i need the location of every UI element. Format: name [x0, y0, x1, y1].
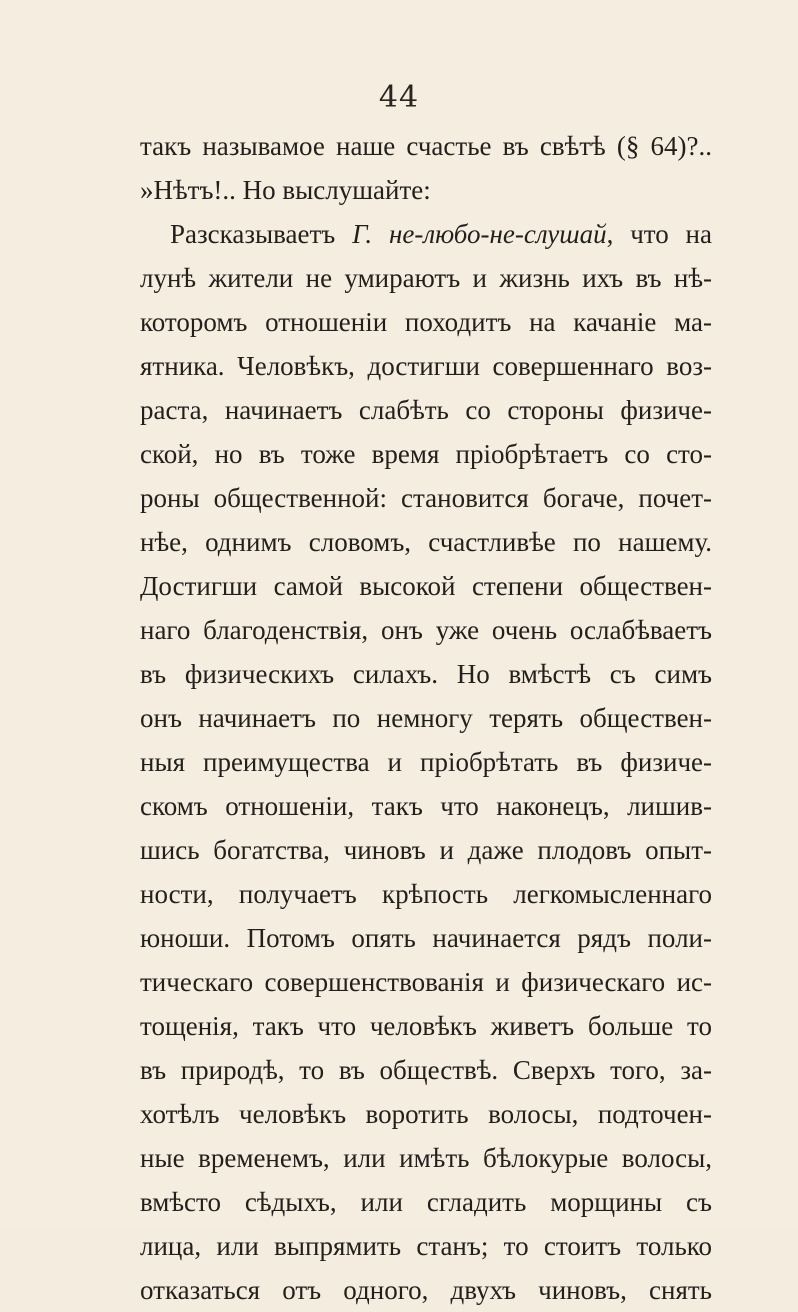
text-line: ные временемъ, или имѣть бѣлокурые волосы, — [140, 1143, 712, 1173]
text-segment: Разсказываетъ — [170, 219, 353, 249]
text-line: роны общественной: становится богаче, почет- — [140, 483, 712, 513]
text-line: въ физическихъ силахъ. Но вмѣстѣ съ симъ — [140, 659, 712, 689]
author-name-italic: Г. не-любо-не-слушай — [352, 219, 607, 249]
text-line: лунѣ жители не умираютъ и жизнь ихъ въ нѣ- — [140, 263, 712, 293]
text-line: наго благоденствія, онъ уже очень ослабѣваетъ — [140, 615, 712, 645]
text-line: ныя преимущества и пріобрѣтать въ физиче- — [140, 747, 712, 777]
text-line: тощенія, такъ что человѣкъ живетъ больше то — [140, 1011, 712, 1041]
text-line: нѣе, однимъ словомъ, счастливѣе по нашему. — [140, 527, 712, 557]
text-line: юноши. Потомъ опять начинается рядъ поли- — [140, 923, 712, 953]
text-line: въ природѣ, то въ обществѣ. Сверхъ того, за- — [140, 1055, 712, 1085]
text-line: вмѣсто сѣдыхъ, или сгладить морщины съ — [140, 1187, 712, 1217]
text-line: хотѣлъ человѣкъ воротить волосы, подточен- — [140, 1099, 712, 1129]
text-line — [140, 212, 712, 256]
text-line: отказаться отъ одного, двухъ чиновъ, снять — [140, 1275, 712, 1305]
text-line: тическаго совершенствованія и физическаго ис- — [140, 967, 712, 997]
page-number: 44 — [378, 80, 420, 115]
text-line: шись богатства, чиновъ и даже плодовъ опыт- — [140, 835, 712, 865]
text-line: такъ называмое наше счастье въ свѣтѣ (§ 64)?.. — [140, 131, 712, 161]
text-line: Достигши самой высокой степени обществен- — [140, 571, 712, 601]
text-line: раста, начинаетъ слабѣть со стороны физиче- — [140, 395, 712, 425]
text-line: ской, но въ тоже время пріобрѣтаетъ со сто- — [140, 439, 712, 469]
text-line: ности, получаетъ крѣпость легкомысленнаго — [140, 879, 712, 909]
text-line: онъ начинаетъ по немногу терять обществен- — [140, 703, 712, 733]
text-line: ятника. Человѣкъ, достигши совершеннаго воз- — [140, 351, 712, 381]
text-line: лица, или выпрямить станъ; то стоитъ только — [140, 1231, 712, 1261]
text-line: которомъ отношеніи походитъ на качаніе ма- — [140, 307, 712, 337]
text-line: скомъ отношеніи, такъ что наконецъ, лишив- — [140, 791, 712, 821]
body-text — [140, 124, 712, 1312]
text-segment: , что на — [606, 219, 712, 249]
text-line: »Нѣтъ!.. Но выслушайте: — [140, 175, 431, 205]
